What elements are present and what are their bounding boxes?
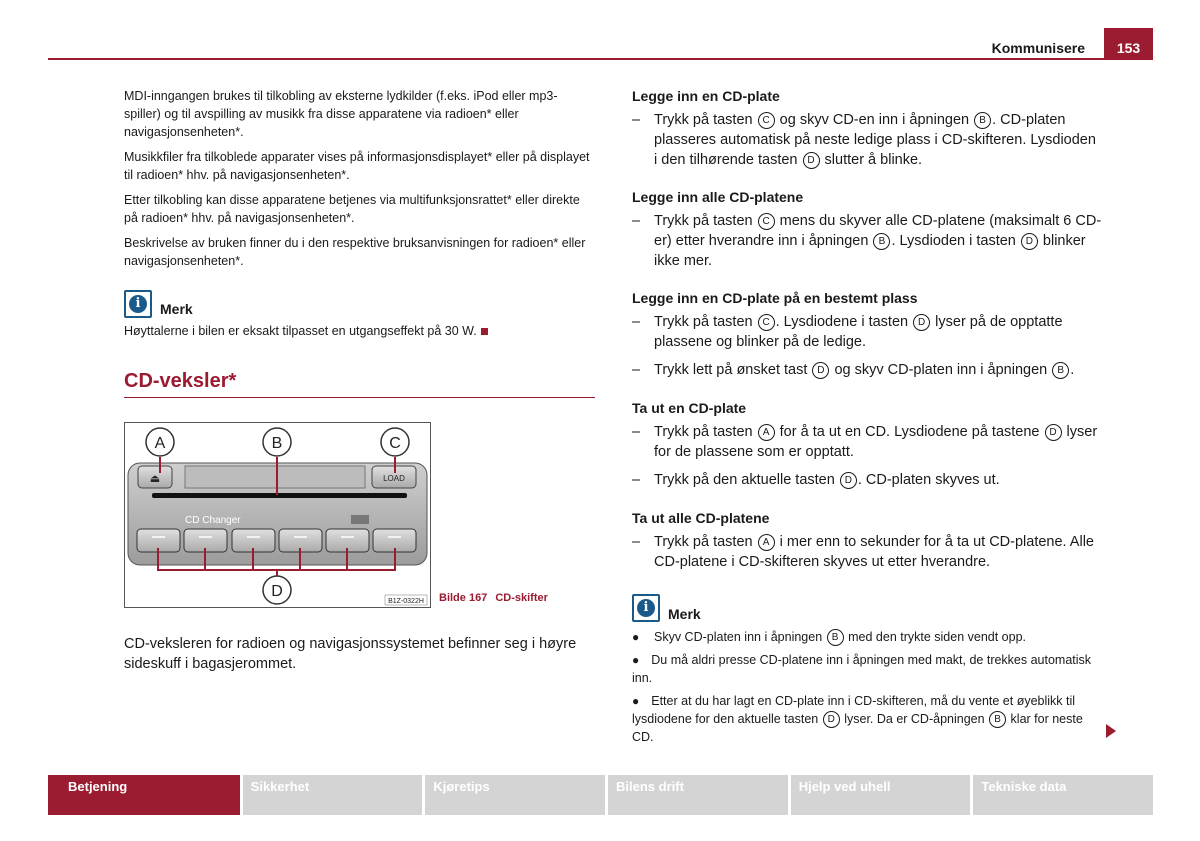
cd-changer-figure (124, 422, 431, 608)
key-d-icon: D (823, 711, 840, 728)
note-title: Merk (160, 301, 193, 317)
eject-icon: ⏏ (149, 473, 161, 485)
key-d-icon: D (1045, 424, 1062, 441)
step: – Trykk på tasten C og skyv CD-en inn i åpningen B . CD-platen plasseres automatisk på neste ledige plass i CD-skifteren. Lysdioden i den tilhørende tasten D slutter å blinke. (632, 112, 1096, 168)
chapter-title: Kommunisere (991, 40, 1085, 56)
step: – Trykk på den aktuelle tasten D . CD-platen skyves ut. (632, 472, 1000, 488)
step: – Trykk lett på ønsket tast D og skyv CD-platen inn i åpningen B . (632, 362, 1075, 378)
tab-betjening[interactable]: Betjening (48, 775, 240, 815)
key-d-icon: D (1021, 233, 1038, 250)
heading: Legge inn alle CD-platene (632, 189, 804, 205)
tab-sikkerhet[interactable]: Sikkerhet (243, 775, 423, 815)
cd-changer-body: CD-veksleren for radioen og navigasjonssystemet befinner seg i høyre sideskuff i bagasjerommet. (124, 636, 577, 672)
mp3-logo-icon (351, 515, 369, 524)
label-b: B (271, 435, 283, 452)
section-insert-cd (632, 88, 1102, 178)
step: – Trykk på tasten C mens du skyver alle CD-platene (maksimalt 6 CD-er) etter hverandre inn i åpningen B . Lysdioden i tasten D blinker ikke mer. (632, 213, 1102, 269)
footer-tabs (48, 775, 1153, 815)
key-d-icon: D (840, 472, 857, 489)
label-d: D (271, 583, 283, 600)
tab-tekniske-data[interactable]: Tekniske data (973, 775, 1153, 815)
continue-arrow-icon (1106, 724, 1116, 738)
key-b-icon: B (989, 711, 1006, 728)
step: – Trykk på tasten A i mer enn to sekunder for å ta ut CD-platene. Alle CD-platene i CD-skifteren skyves ut etter hverandre. (632, 534, 1094, 570)
section-insert-all (632, 189, 1102, 279)
section-insert-specific (632, 290, 1102, 388)
page-number: 153 (1104, 28, 1153, 60)
note-header (124, 290, 594, 318)
note-block (124, 290, 594, 340)
key-b-icon: B (873, 233, 890, 250)
step: – Trykk på tasten A for å ta ut en CD. Lysdiodene på tastene D lyser for de plassene som er opptatt. (632, 424, 1098, 460)
load-label: LOAD (383, 474, 405, 483)
heading: Legge inn en CD-plate (632, 88, 780, 104)
key-c-icon: C (758, 314, 775, 331)
cd-changer-label: CD Changer (185, 515, 241, 526)
bullet-item: ● Etter at du har lagt en CD-plate inn i CD-skifteren, må du vente et øyeblikk til lysdiodene for den aktuelle tasten D lyser. Da er CD-åpningen B klar for neste CD. (632, 694, 1083, 744)
key-b-icon: B (1052, 362, 1069, 379)
figure-code: B1Z-0322H (388, 598, 424, 605)
key-d-icon: D (913, 314, 930, 331)
paragraph: Beskrivelse av bruken finner du i den respektive bruksanvisningen for radioen* eller navigasjonsenheten*. (124, 236, 586, 268)
tab-hjelp-ved-uhell[interactable]: Hjelp ved uhell (791, 775, 971, 815)
section-rule (124, 397, 595, 398)
end-square-icon (481, 328, 488, 335)
key-a-icon: A (758, 534, 775, 551)
info-icon: i (124, 290, 152, 318)
cd-slot (152, 493, 407, 498)
bullet-item: ● Skyv CD-platen inn i åpningen B med den trykte siden vendt opp. (632, 630, 1027, 644)
note-text: Høyttalerne i bilen er eksakt tilpasset en utgangseffekt på 30 W. (124, 322, 594, 340)
tab-bilens-drift[interactable]: Bilens drift (608, 775, 788, 815)
intro-text (124, 87, 594, 277)
cd-changer-illustration (125, 423, 430, 607)
note-title: Merk (668, 606, 701, 622)
label-c: C (389, 435, 401, 452)
display-window (185, 466, 365, 488)
heading: Ta ut alle CD-platene (632, 510, 770, 526)
key-c-icon: C (758, 112, 775, 129)
info-icon: i (632, 594, 660, 622)
section-title: CD-veksler* (124, 370, 237, 392)
label-a: A (154, 435, 166, 452)
right-note-block (632, 594, 1102, 751)
heading: Ta ut en CD-plate (632, 400, 747, 416)
step: – Trykk på tasten C . Lysdiodene i tasten D lyser på de opptatte plassene og blinker på de ledige. (632, 314, 1063, 350)
key-a-icon: A (758, 424, 775, 441)
bullet-item: ● Du må aldri presse CD-platene inn i åpningen med makt, de trekkes automatisk inn. (632, 653, 1092, 685)
key-b-icon: B (974, 112, 991, 129)
note-header (632, 594, 1102, 622)
heading: Legge inn en CD-plate på en bestemt plass (632, 290, 918, 306)
paragraph: Etter tilkobling kan disse apparatene betjenes via multifunksjonsrattet* eller direkte på radioen* hhv. på navigasjonsenheten*. (124, 193, 580, 225)
header-rule (48, 58, 1153, 60)
key-b-icon: B (827, 629, 844, 646)
key-c-icon: C (758, 213, 775, 230)
key-d-icon: D (812, 362, 829, 379)
paragraph: Musikkfiler fra tilkoblede apparater vises på informasjonsdisplayet* eller på displayet til radioen* hhv. på navigasjonsenheten*. (124, 150, 590, 182)
paragraph: MDI-inngangen brukes til tilkobling av eksterne lydkilder (f.eks. iPod eller mp3-spiller) og til avspilling av musikk fra disse apparatene via radioen* eller navigasjonsenheten*. (124, 89, 558, 139)
key-d-icon: D (803, 152, 820, 169)
section-eject-cd (632, 400, 1102, 498)
section-eject-all (632, 510, 1102, 580)
tab-kjoretips[interactable]: Kjøretips (425, 775, 605, 815)
figure-caption: Bilde 167 CD-skifter (439, 592, 548, 604)
